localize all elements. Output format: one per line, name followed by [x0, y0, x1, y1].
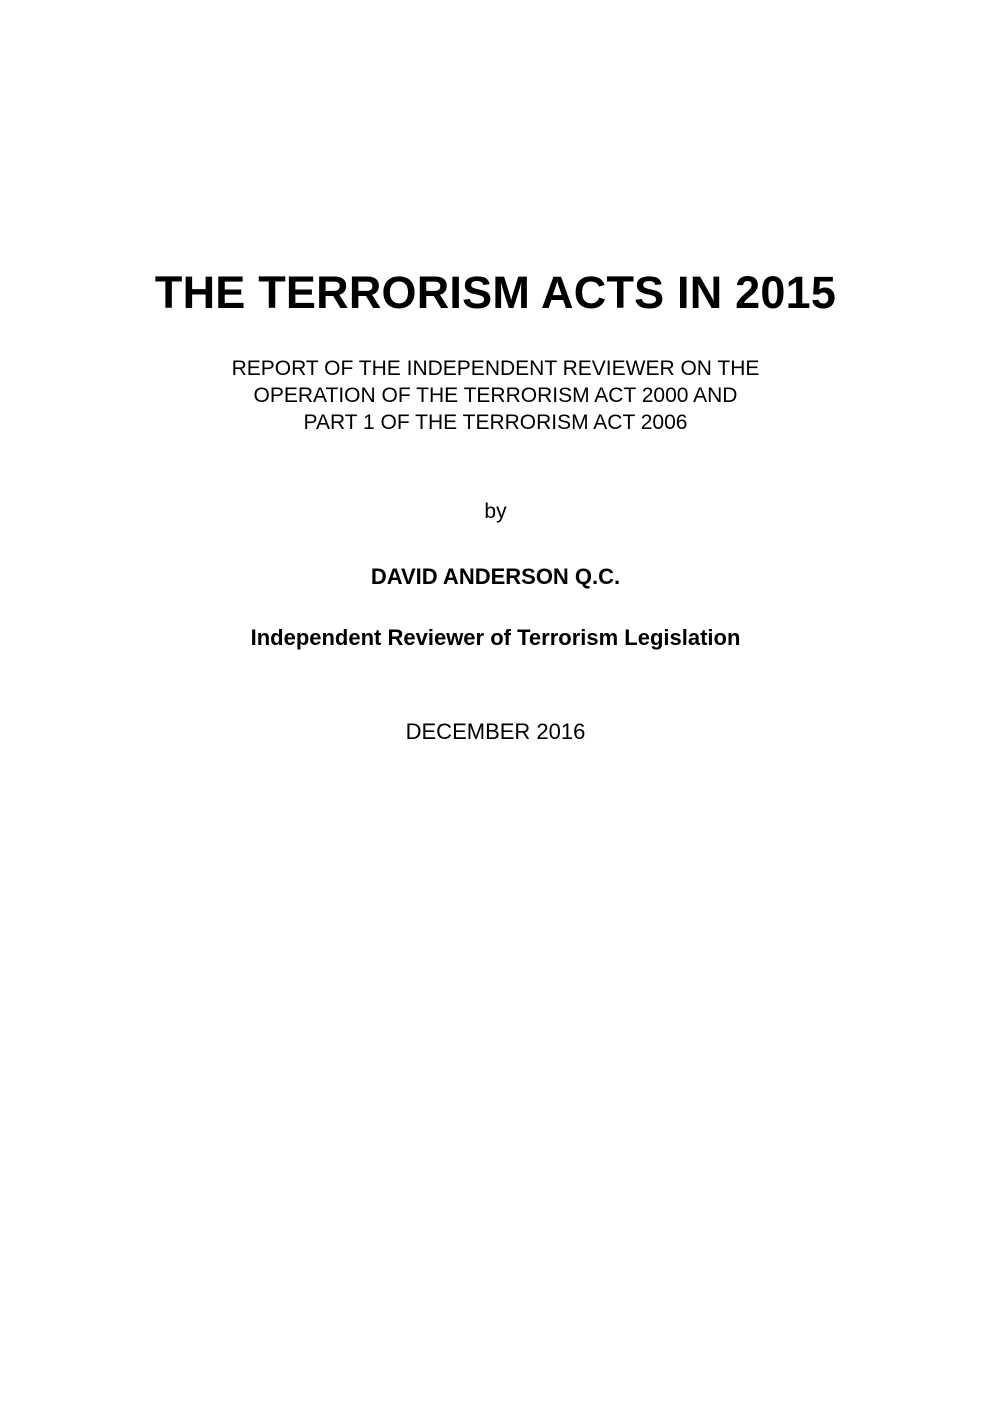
by-label: by — [484, 500, 507, 523]
author-role: Independent Reviewer of Terrorism Legislation — [250, 625, 741, 650]
publication-date: DECEMBER 2016 — [405, 719, 586, 744]
subtitle-line-1: REPORT OF THE INDEPENDENT REVIEWER ON THE — [231, 357, 760, 380]
document-title: THE TERRORISM ACTS IN 2015 — [154, 267, 837, 318]
author-name: DAVID ANDERSON Q.C. — [370, 564, 621, 589]
report-subtitle — [0, 355, 991, 436]
subtitle-line-3: PART 1 OF THE TERRORISM ACT 2006 — [303, 411, 688, 434]
subtitle-line-2: OPERATION OF THE TERRORISM ACT 2000 AND — [253, 384, 738, 407]
